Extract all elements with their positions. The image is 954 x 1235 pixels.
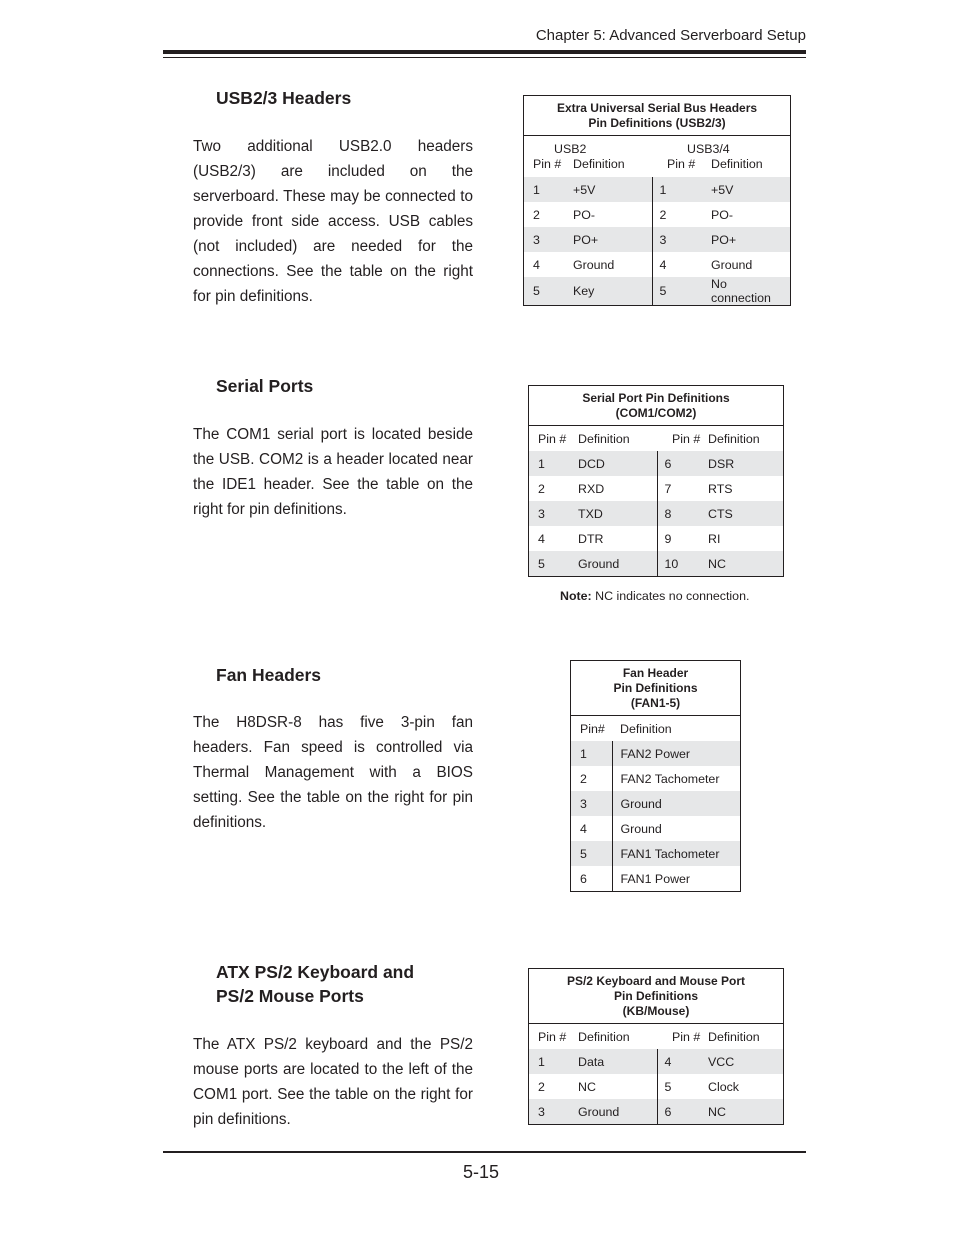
definition-cell: PO- xyxy=(573,202,652,227)
col-pin: Pin # xyxy=(533,157,562,171)
fan-heading: Fan Headers xyxy=(216,665,322,685)
definition-cell: Ground xyxy=(620,821,662,836)
definition-cell: Key xyxy=(573,277,652,306)
table-row xyxy=(529,476,784,501)
definition-cell: Ground xyxy=(578,1099,657,1125)
serial-table-column-header xyxy=(529,426,784,452)
definition-cell: PO+ xyxy=(573,227,652,252)
col-definition: Definition xyxy=(573,157,625,171)
pin-cell: 9 xyxy=(664,531,672,546)
pin-cell: 5 xyxy=(524,277,574,306)
definition-cell: DCD xyxy=(578,451,657,476)
pin-cell: 6 xyxy=(571,866,613,892)
pin-cell: 4 xyxy=(659,257,667,272)
definition-cell: NC xyxy=(708,551,784,577)
footer-rule xyxy=(163,1151,806,1153)
table-row xyxy=(529,451,784,476)
table-row xyxy=(529,526,784,551)
pin-cell: 7 xyxy=(664,481,672,496)
table-row xyxy=(529,501,784,526)
definition-cell: +5V xyxy=(573,177,652,202)
table-row xyxy=(524,277,791,306)
pin-cell: 1 xyxy=(571,741,613,766)
usb-table-group-header xyxy=(524,136,791,158)
table-row xyxy=(529,551,784,577)
fan-table-title xyxy=(571,661,741,716)
pin-cell: 4 xyxy=(571,816,613,841)
fan-body: The H8DSR-8 has five 3-pin fan headers. Fan speed is controlled via Thermal Management with a BIOS setting. See the table on the right for pin definitions. xyxy=(193,714,473,831)
pin-cell: 2 xyxy=(659,207,667,222)
definition-cell: CTS xyxy=(708,501,784,526)
pin-cell: 1 xyxy=(652,177,711,202)
definition-cell: FAN1 Power xyxy=(620,871,691,886)
pin-cell: 1 xyxy=(529,451,579,476)
ps2-table-title-line2: Pin Definitions xyxy=(614,988,698,1003)
definition-cell: Data xyxy=(578,1049,657,1074)
header-rule-thin xyxy=(163,57,806,58)
pin-cell: 2 xyxy=(571,766,613,791)
table-row xyxy=(571,766,741,791)
col-definition: Definition xyxy=(708,431,760,446)
table-row xyxy=(524,177,791,202)
ps2-table-column-header xyxy=(529,1024,784,1050)
definition-cell: RXD xyxy=(578,476,657,501)
table-row xyxy=(524,202,791,227)
usb-body: Two additional USB2.0 headers (USB2/3) are included on the serverboard. These may be connected to provide front side access. USB cables (not included) are needed for the connections. See the table on the right for pin definitions. xyxy=(193,138,473,305)
serial-heading: Serial Ports xyxy=(216,376,314,396)
pin-cell: 5 xyxy=(664,1079,672,1094)
usb-table-title xyxy=(524,96,791,136)
definition-cell: FAN1 Tachometer xyxy=(612,841,741,866)
pin-cell: 5 xyxy=(529,551,579,577)
definition-cell: TXD xyxy=(578,501,657,526)
table-row xyxy=(529,1074,784,1099)
col-definition: Definition xyxy=(708,1029,760,1044)
pin-cell: 6 xyxy=(657,451,708,476)
serial-table-title-line2: (COM1/COM2) xyxy=(615,405,697,420)
pin-cell: 2 xyxy=(538,481,545,496)
table-row xyxy=(571,741,741,766)
usb-heading: USB2/3 Headers xyxy=(216,88,352,108)
definition-cell: No connection xyxy=(711,277,791,306)
table-row xyxy=(571,866,741,892)
pin-cell: 1 xyxy=(529,1049,579,1074)
definition-cell: PO+ xyxy=(711,227,791,252)
col-pin: Pin # xyxy=(538,1029,567,1044)
col-pin: Pin # xyxy=(538,431,567,446)
definition-cell: FAN2 Tachometer xyxy=(620,771,720,786)
fan-pin-table xyxy=(570,660,741,892)
pin-cell: 5 xyxy=(571,841,613,866)
usb-table-title-line1: Extra Universal Serial Bus Headers xyxy=(556,100,758,115)
definition-cell: DSR xyxy=(708,451,784,476)
usb-pin-table xyxy=(523,95,791,306)
serial-note xyxy=(560,589,749,603)
pin-cell: 2 xyxy=(533,207,540,222)
definition-cell: Ground xyxy=(573,252,652,277)
pin-cell: 4 xyxy=(657,1049,708,1074)
ps2-heading xyxy=(216,960,414,1008)
pin-cell: 3 xyxy=(529,1099,579,1125)
definition-cell: VCC xyxy=(708,1049,784,1074)
ps2-heading-line1: ATX PS/2 Keyboard and xyxy=(216,962,415,982)
col-definition: Definition xyxy=(578,1029,630,1044)
table-row xyxy=(524,227,791,252)
usb-group-usb34: USB3/4 xyxy=(687,142,730,156)
ps2-table-title-line1: PS/2 Keyboard and Mouse Port xyxy=(566,973,746,988)
note-text: NC indicates no connection. xyxy=(591,589,750,603)
pin-cell: 4 xyxy=(538,531,545,546)
serial-pin-table xyxy=(528,385,784,577)
serial-body: The COM1 serial port is located beside the USB. COM2 is a header located near the IDE1 header. See the table on the right for pin definitions. xyxy=(193,426,473,518)
fan-table-column-header xyxy=(571,716,741,742)
pin-cell: 3 xyxy=(524,227,574,252)
fan-table-title-line1: Fan Header xyxy=(622,665,689,680)
ps2-heading-line2: PS/2 Mouse Ports xyxy=(216,986,364,1006)
definition-cell: Ground xyxy=(711,257,753,272)
usb-group-usb2: USB2 xyxy=(554,142,587,156)
pin-cell: 4 xyxy=(533,257,540,272)
serial-table-title xyxy=(529,386,784,426)
col-definition: Definition xyxy=(620,721,672,736)
chapter-title: Chapter 5: Advanced Serverboard Setup xyxy=(535,27,806,44)
col-definition: Definition xyxy=(711,157,763,171)
usb-table-title-line2: Pin Definitions (USB2/3) xyxy=(588,115,726,130)
header-rule xyxy=(163,50,806,54)
usb-table-column-header xyxy=(524,157,791,177)
ps2-body: The ATX PS/2 keyboard and the PS/2 mouse ports are located to the left of the COM1 port. See the table on the right for pin definitions. xyxy=(193,1036,473,1128)
table-row xyxy=(571,816,741,841)
col-definition: Definition xyxy=(578,431,630,446)
definition-cell: Ground xyxy=(612,791,741,816)
table-row xyxy=(529,1049,784,1074)
col-pin: Pin # xyxy=(667,157,696,171)
serial-table-title-line1: Serial Port Pin Definitions xyxy=(582,390,730,405)
definition-cell: Clock xyxy=(708,1079,739,1094)
pin-cell: 8 xyxy=(657,501,708,526)
table-row xyxy=(529,1099,784,1125)
note-label: Note: xyxy=(560,589,592,603)
col-pin: Pin# xyxy=(580,721,605,736)
pin-cell: 3 xyxy=(571,791,613,816)
pin-cell: 3 xyxy=(529,501,579,526)
definition-cell: NC xyxy=(708,1099,784,1125)
table-row xyxy=(571,791,741,816)
page-number: 5-15 xyxy=(463,1162,500,1182)
pin-cell: 3 xyxy=(652,227,711,252)
ps2-table-title xyxy=(529,969,784,1024)
definition-cell: FAN2 Power xyxy=(612,741,741,766)
col-pin: Pin # xyxy=(672,1029,701,1044)
ps2-table-title-line3: (KB/Mouse) xyxy=(622,1003,690,1018)
definition-cell: Ground xyxy=(578,551,657,577)
pin-cell: 5 xyxy=(652,277,711,306)
definition-cell: RTS xyxy=(708,481,733,496)
fan-table-title-line3: (FAN1-5) xyxy=(630,695,681,710)
definition-cell: NC xyxy=(578,1074,657,1099)
definition-cell: PO- xyxy=(711,207,734,222)
definition-cell: DTR xyxy=(578,526,657,551)
fan-table-title-line2: Pin Definitions xyxy=(613,680,698,695)
pin-cell: 1 xyxy=(524,177,574,202)
col-pin: Pin # xyxy=(672,431,701,446)
definition-cell: RI xyxy=(708,531,721,546)
table-row xyxy=(524,252,791,277)
pin-cell: 2 xyxy=(538,1079,545,1094)
table-row xyxy=(571,841,741,866)
ps2-pin-table xyxy=(528,968,784,1125)
definition-cell: +5V xyxy=(711,177,791,202)
pin-cell: 6 xyxy=(657,1099,708,1125)
pin-cell: 10 xyxy=(657,551,708,577)
